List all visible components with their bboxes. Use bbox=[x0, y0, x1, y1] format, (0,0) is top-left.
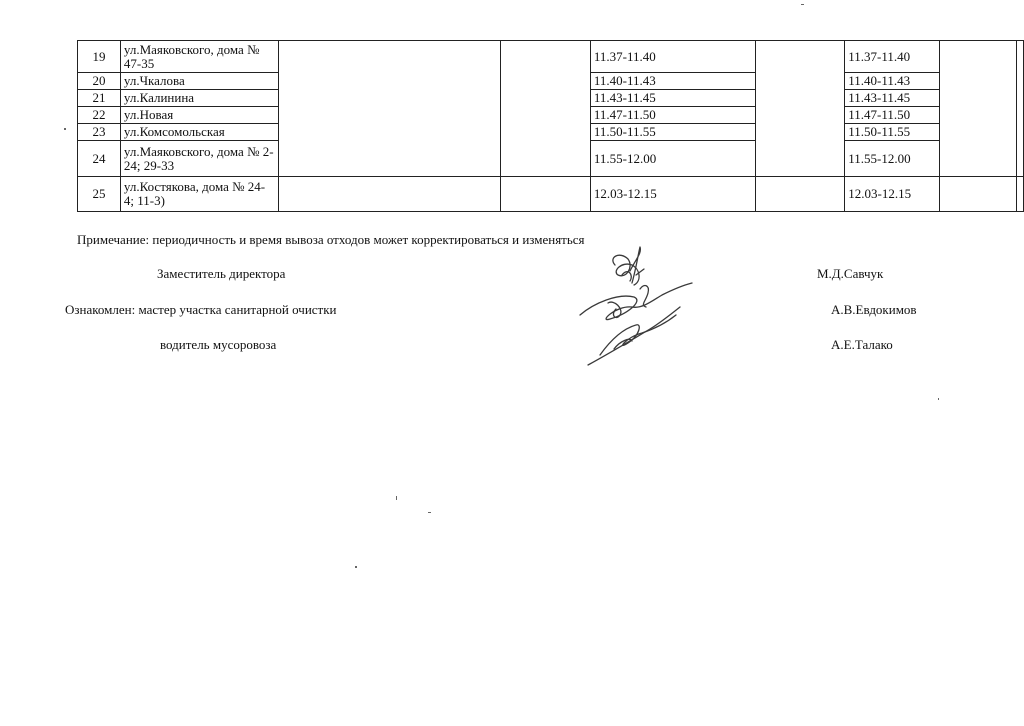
scan-speck bbox=[355, 566, 357, 568]
scan-speck bbox=[396, 496, 397, 500]
blank-cell bbox=[278, 41, 500, 177]
acquainted-title: Ознакомлен: мастер участка санитарной очистки bbox=[65, 302, 337, 317]
driver-title: водитель мусоровоза bbox=[160, 337, 277, 352]
blank-cell bbox=[755, 177, 845, 212]
signature-stroke bbox=[608, 302, 621, 317]
blank-cell bbox=[501, 177, 591, 212]
row-time-2: 11.43-11.45 bbox=[845, 90, 940, 107]
row-address: ул.Калинина bbox=[120, 90, 278, 107]
blank-cell bbox=[940, 41, 1017, 177]
row-time-1: 11.37-11.40 bbox=[590, 41, 755, 73]
row-time-1: 11.55-12.00 bbox=[590, 141, 755, 177]
row-number: 25 bbox=[78, 177, 121, 212]
row-time-2: 11.55-12.00 bbox=[845, 141, 940, 177]
row-address: ул.Костякова, дома № 24-4; 11-3) bbox=[120, 177, 278, 212]
row-time-2: 11.37-11.40 bbox=[845, 41, 940, 73]
row-time-2: 11.47-11.50 bbox=[845, 107, 940, 124]
blank-cell bbox=[1017, 177, 1024, 212]
row-number: 21 bbox=[78, 90, 121, 107]
row-number: 24 bbox=[78, 141, 121, 177]
row-time-2: 11.40-11.43 bbox=[845, 73, 940, 90]
scan-speck bbox=[64, 128, 66, 130]
table-row bbox=[78, 41, 1024, 73]
schedule-table bbox=[77, 40, 1024, 212]
row-address: ул.Чкалова bbox=[120, 73, 278, 90]
row-number: 23 bbox=[78, 124, 121, 141]
deputy-title: Заместитель директора bbox=[157, 266, 286, 281]
schedule-body bbox=[78, 41, 1024, 212]
row-time-1: 11.50-11.55 bbox=[590, 124, 755, 141]
blank-cell bbox=[1017, 41, 1024, 177]
row-time-2: 11.50-11.55 bbox=[845, 124, 940, 141]
row-address: ул.Новая bbox=[120, 107, 278, 124]
blank-cell bbox=[278, 177, 500, 212]
blank-cell bbox=[755, 41, 845, 177]
blank-cell bbox=[501, 41, 591, 177]
row-time-1: 11.43-11.45 bbox=[590, 90, 755, 107]
blank-cell bbox=[940, 177, 1017, 212]
row-number: 19 bbox=[78, 41, 121, 73]
scan-speck bbox=[801, 4, 804, 5]
scan-speck bbox=[428, 512, 431, 513]
row-time-1: 11.40-11.43 bbox=[590, 73, 755, 90]
master-name: А.В.Евдокимов bbox=[831, 302, 917, 317]
table-row bbox=[78, 177, 1024, 212]
scan-speck bbox=[938, 398, 939, 400]
row-number: 22 bbox=[78, 107, 121, 124]
deputy-name: М.Д.Савчук bbox=[817, 266, 884, 281]
row-time-1: 11.47-11.50 bbox=[590, 107, 755, 124]
driver-name: А.Е.Талако bbox=[831, 337, 893, 352]
row-time-1: 12.03-12.15 bbox=[590, 177, 755, 212]
row-time-2: 12.03-12.15 bbox=[845, 177, 940, 212]
handwritten-signatures bbox=[570, 245, 705, 375]
row-number: 20 bbox=[78, 73, 121, 90]
note-text: Примечание: периодичность и время вывоза отходов может корректироваться и изменяться bbox=[77, 232, 585, 247]
signature-stroke bbox=[580, 283, 692, 320]
row-address: ул.Комсомольская bbox=[120, 124, 278, 141]
row-address: ул.Маяковского, дома № 2-24; 29-33 bbox=[120, 141, 278, 177]
row-address: ул.Маяковского, дома № 47-35 bbox=[120, 41, 278, 73]
signature-stroke bbox=[600, 315, 676, 355]
